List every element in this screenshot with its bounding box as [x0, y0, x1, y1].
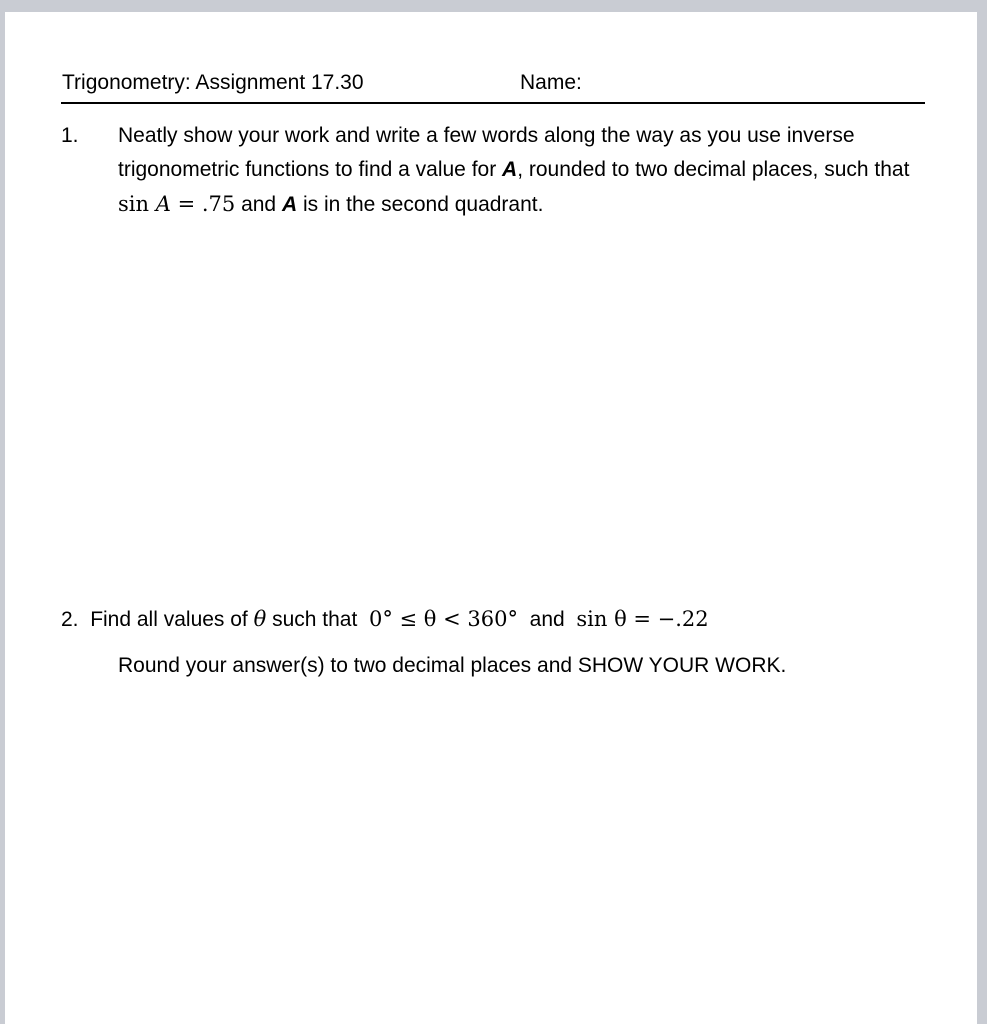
q1-sin-fn: sin [118, 192, 150, 216]
question-2-text [61, 602, 709, 637]
q2-sin-math: sin θ = −.22 [576, 607, 709, 631]
q2-theta: θ [253, 607, 267, 631]
q1-text-part2: , rounded to two decimal places, such that [517, 158, 910, 181]
q2-range-math: 0° ≤ θ < 360° [369, 607, 518, 631]
q1-text-part4: is in the second quadrant. [297, 193, 544, 216]
assignment-title: Trigonometry: Assignment 17.30 [62, 71, 364, 94]
q2-text-part1: Find all values of [90, 608, 254, 631]
worksheet-header [61, 70, 925, 104]
question-2-number: 2. [61, 608, 79, 631]
q1-text-part1: Neatly show your work and write a few words along the way as you use inverse trigonometric functions to find a value for [118, 124, 855, 181]
q2-text-part2: such that [266, 608, 364, 631]
q1-math-var: A [155, 192, 171, 216]
q1-math-rest: = .75 [170, 192, 236, 216]
q2-and: and [529, 608, 565, 631]
worksheet-page [5, 12, 977, 1024]
q1-sin-equation [118, 192, 235, 216]
name-label: Name: [520, 71, 582, 94]
question-2-instruction: Round your answer(s) to two decimal places and SHOW YOUR WORK. [118, 654, 787, 677]
question-1-number: 1. [61, 124, 79, 147]
q1-text-part3: and [235, 193, 282, 216]
question-1-text [118, 119, 930, 222]
q1-var-a: A [502, 158, 518, 181]
q1-var-a2: A [281, 193, 298, 216]
